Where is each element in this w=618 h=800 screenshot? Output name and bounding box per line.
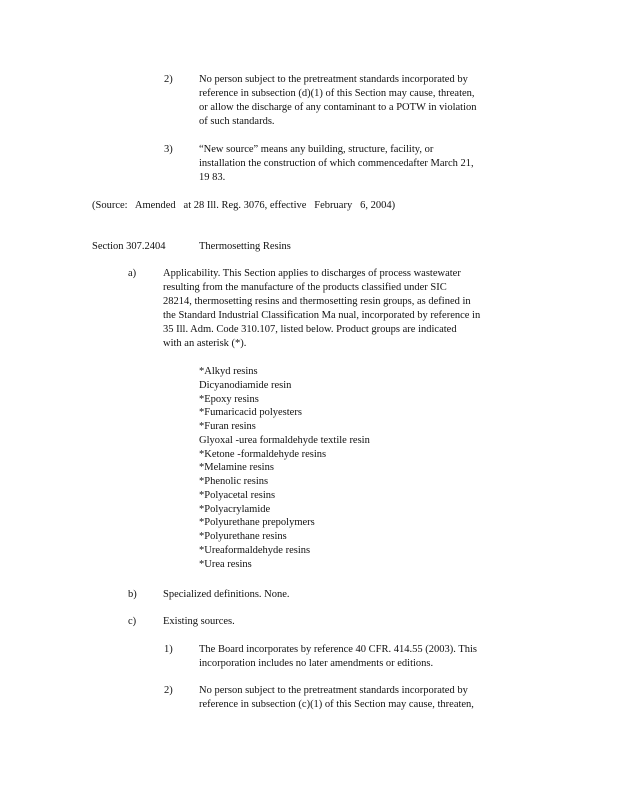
text-line: incorporation includes no later amendments or editions. bbox=[199, 658, 434, 669]
subsection-text: Existing sources. bbox=[163, 616, 235, 627]
item-text bbox=[199, 684, 513, 712]
item-number: 2) bbox=[164, 685, 173, 696]
text-line: 35 Ill. Adm. Code 310.107, listed below. Product groups are indicated bbox=[163, 324, 457, 335]
list-item: *Alkyd resins bbox=[199, 366, 258, 377]
text-line: The Board incorporates by reference 40 CFR. 414.55 (2003). This bbox=[199, 644, 477, 655]
item-text bbox=[199, 143, 513, 185]
text-line: reference in subsection (d)(1) of this Section may cause, threaten, bbox=[199, 88, 475, 99]
item-text bbox=[199, 643, 513, 671]
source-note: (Source: Amended at 28 Ill. Reg. 3076, effective February 6, 2004) bbox=[92, 200, 396, 211]
list-item: *Urea resins bbox=[199, 558, 252, 570]
list-item: Glyoxal -urea formaldehyde textile resin bbox=[199, 434, 370, 446]
list-item: *Polyacrylamide bbox=[199, 503, 271, 515]
text-line: or allow the discharge of any contaminant to a POTW in violation bbox=[199, 102, 477, 113]
item-number: 3) bbox=[164, 144, 173, 155]
list-item: *Polyacetal resins bbox=[199, 489, 276, 501]
text-line: with an asterisk (*). bbox=[163, 338, 247, 349]
subsection-text bbox=[163, 267, 525, 351]
list-item: *Polyurethane resins bbox=[199, 531, 287, 542]
list-item: *Furan resins bbox=[199, 421, 256, 432]
list-item: *Phenolic resins bbox=[199, 476, 269, 487]
text-line: 28214, thermosetting resins and thermosetting resin groups, as defined in bbox=[163, 296, 471, 307]
text-line: installation the construction of which commencedafter March 21, bbox=[199, 158, 474, 169]
product-list bbox=[199, 365, 370, 571]
text-line: No person subject to the pretreatment standards incorporated by bbox=[199, 74, 468, 85]
subsection-text: Specialized definitions. None. bbox=[163, 589, 290, 600]
list-item: *Fumaricacid polyesters bbox=[199, 407, 302, 419]
section-title: Thermosetting Resins bbox=[199, 241, 291, 252]
subsection-letter: a) bbox=[128, 268, 137, 279]
text-line: of such standards. bbox=[199, 116, 275, 127]
text-line: reference in subsection (c)(1) of this Section may cause, threaten, bbox=[199, 699, 474, 710]
text-line: Applicability. This Section applies to discharges of process wastewater bbox=[163, 268, 461, 279]
list-item: *Ketone -formaldehyde resins bbox=[199, 448, 327, 460]
text-line: resulting from the manufacture of the products classified under SIC bbox=[163, 282, 447, 293]
list-item: *Polyurethane prepolymers bbox=[199, 517, 315, 529]
subsection-letter: b) bbox=[128, 589, 137, 600]
text-line: “New source” means any building, structure, facility, or bbox=[199, 144, 434, 155]
list-item: *Melamine resins bbox=[199, 462, 274, 474]
list-item: *Ureaformaldehyde resins bbox=[199, 544, 311, 556]
text-line: No person subject to the pretreatment standards incorporated by bbox=[199, 685, 468, 696]
item-number: 2) bbox=[164, 74, 173, 85]
item-text bbox=[199, 73, 513, 129]
text-line: 19 83. bbox=[199, 172, 226, 183]
text-line: the Standard Industrial Classification Ma nual, incorporated by reference in bbox=[163, 310, 481, 321]
list-item: Dicyanodiamide resin bbox=[199, 379, 292, 391]
section-number: Section 307.2404 bbox=[92, 241, 166, 252]
list-item: *Epoxy resins bbox=[199, 393, 259, 405]
subsection-letter: c) bbox=[128, 616, 137, 627]
item-number: 1) bbox=[164, 644, 173, 655]
